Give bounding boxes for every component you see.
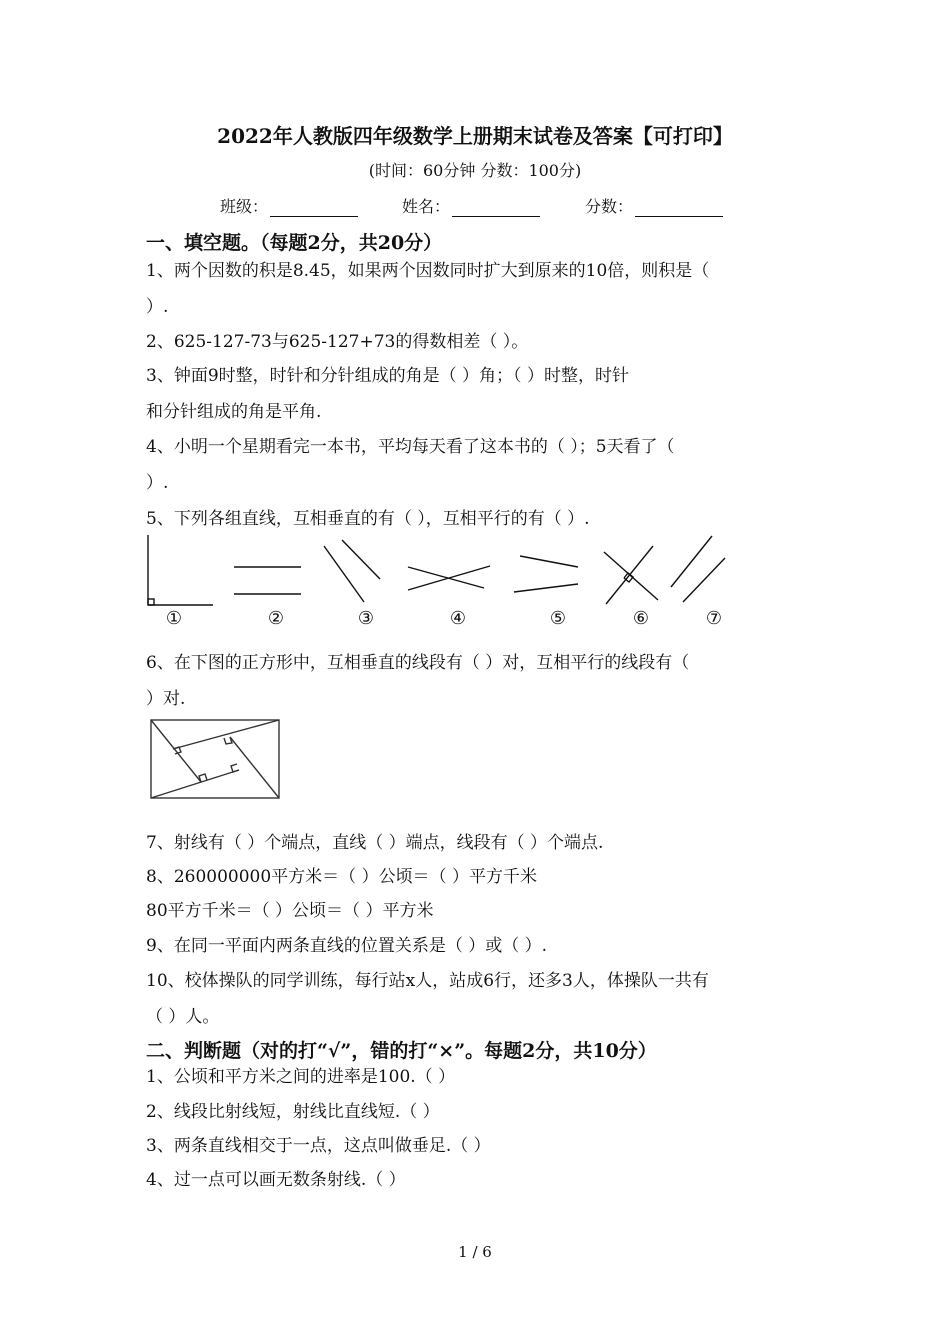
name-blank (452, 202, 540, 217)
figure-label: ⑥ (632, 608, 650, 629)
question-line: 和分针组成的角是平角. (146, 402, 322, 422)
line-group-7-a (671, 536, 712, 587)
line-group-4-a (408, 567, 484, 588)
question-line: 4、过一点可以画无数条射线.（ ） (146, 1170, 406, 1190)
question-line: 2、625-127-73与625-127+73的得数相差（ ）。 (146, 332, 529, 352)
figure-label: ⑦ (705, 608, 723, 629)
question-line: 1、两个因数的积是8.45，如果两个因数同时扩大到原来的10倍，则积是（ (146, 261, 710, 281)
question-line: 9、在同一平面内两条直线的位置关系是（ ）或（ ）. (146, 936, 548, 956)
page-title: 2022年人教版四年级数学上册期末试卷及答案【可打印】 (217, 124, 733, 148)
score-label: 分数： (585, 197, 634, 216)
question-line: 4、小明一个星期看完一本书，平均每天看了这本书的（ ）；5天看了（ (146, 437, 675, 457)
class-field (220, 194, 358, 217)
question-line: ）. (146, 297, 169, 317)
figure-label: ① (165, 608, 183, 629)
name-label: 姓名： (402, 197, 451, 216)
score-blank (635, 202, 723, 217)
figure-label: ② (267, 608, 285, 629)
question-line: 1、公顷和平方米之间的进率是100.（ ） (146, 1067, 456, 1087)
line-group-5-b (514, 584, 578, 592)
question-line: 7、射线有（ ）个端点，直线（ ）端点，线段有（ ）个端点. (146, 833, 604, 853)
class-label: 班级： (220, 197, 269, 216)
line-group-3-b (342, 540, 380, 579)
line-groups-figure (138, 530, 738, 630)
question-line: 10、校体操队的同学训练，每行站x人，站成6行，还多3人，体操队一共有 (146, 971, 709, 991)
page-number: 1 / 6 (458, 1243, 492, 1261)
question-line: 6、在下图的正方形中，互相垂直的线段有（ ）对，互相平行的线段有（ (146, 653, 690, 673)
right-angle-mark (148, 599, 154, 605)
question-line: （ ）人。 (146, 1007, 220, 1027)
section-1-heading: 一、填空题。（每题2分，共20分） (146, 232, 443, 254)
right-angle-mark (224, 737, 232, 744)
line-group-3-a (324, 546, 364, 602)
question-line: 3、两条直线相交于一点，这点叫做垂足.（ ） (146, 1136, 491, 1156)
segment (151, 720, 201, 782)
line-group-5-a (520, 556, 578, 567)
square-segments-figure (146, 716, 286, 804)
question-line: 5、下列各组直线，互相垂直的有（ ），互相平行的有（ ）. (146, 509, 590, 529)
name-field (402, 194, 540, 217)
question-line: ）对. (146, 689, 186, 709)
score-field (585, 194, 723, 217)
question-line: 2、线段比射线短，射线比直线短.（ ） (146, 1102, 440, 1122)
figure-label: ③ (357, 608, 375, 629)
question-line: 3、钟面9时整，时针和分针组成的角是（ ）角；（ ）时整，时针 (146, 366, 629, 386)
figure-label: ⑤ (549, 608, 567, 629)
outer-rectangle (151, 720, 279, 798)
section-2-heading: 二、判断题（对的打“√”，错的打“×”。每题2分，共10分） (146, 1040, 657, 1062)
question-line: 80平方千米＝（ ）公顷＝（ ）平方米 (146, 901, 434, 921)
figure-label: ④ (449, 608, 467, 629)
class-blank (270, 202, 358, 217)
question-line: 8、260000000平方米＝（ ）公顷＝（ ）平方千米 (146, 867, 537, 887)
exam-meta: (时间：60分钟 分数：100分) (368, 161, 582, 180)
question-line: ）. (146, 473, 169, 493)
right-angle-mark (173, 747, 181, 754)
right-angle-mark (231, 764, 239, 772)
segment (230, 737, 279, 798)
